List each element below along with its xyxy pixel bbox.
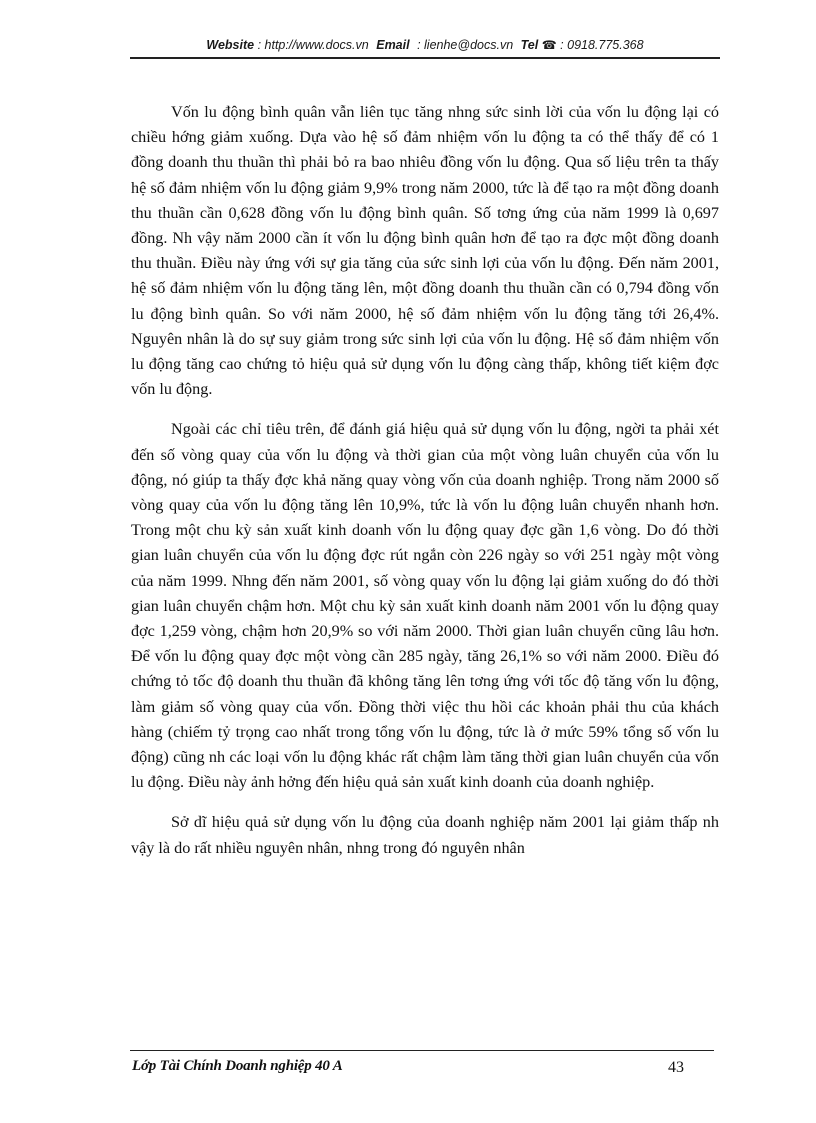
website-label: Website xyxy=(206,38,255,52)
website-value: : http://www.docs.vn xyxy=(257,38,369,52)
page-header xyxy=(130,38,720,59)
tel-value: : 0918.775.368 xyxy=(560,38,644,52)
email-value: : lienhe@docs.vn xyxy=(417,38,514,52)
email-label: Email xyxy=(376,38,410,52)
paragraph-3: Sở dĩ hiệu quả sử dụng vốn lu động của doanh nghiệp năm 2001 lại giảm thấp nh vậy là do rất nhiều nguyên nhân, nhng trong đó nguyên nhân xyxy=(131,813,719,857)
page-number: 43 xyxy=(668,1059,684,1076)
footer-divider xyxy=(130,1050,714,1051)
document-body xyxy=(131,100,719,876)
phone-icon: ☎ xyxy=(541,38,557,52)
paragraph-2: Ngoài các chỉ tiêu trên, để đánh giá hiệu quả sử dụng vốn lu động, ngời ta phải xét đến số vòng quay của vốn lu động và thời gian của một vòng luân chuyển của vốn lu động, nó giúp ta thấy đợc khả năng quay vòng vốn của doanh nghiệp. Trong năm 2000 số vòng quay của vốn lu động tăng lên 10,9%, tức là vốn lu động luân chuyển nhanh hơn. Trong một chu kỳ sản xuất kinh doanh vốn lu động quay đợc gần 1,6 vòng. Do đó thời gian luân chuyển của vốn lu động đợc rút ngắn còn 226 ngày so với 251 ngày một vòng của năm 1999. Nhng đến năm 2001, số vòng quay vốn lu động lại giảm xuống do đó thời gian luân chuyển chậm hơn. Một chu kỳ sản xuất kinh doanh năm 2001 vốn lu động quay đợc 1,259 vòng, chậm hơn 20,9% so với năm 2000. Thời gian luân chuyển cũng lâu hơn. Để vốn lu động quay đợc một vòng cần 285 ngày, tăng 26,1% so với năm 2000. Điều đó chứng tỏ tốc độ doanh thu thuần đã không tăng lên tơng ứng với tốc độ tăng vốn lu động, làm giảm số vòng quay của vốn. Đồng thời việc thu hồi các khoản phải thu của khách hàng (chiếm tỷ trọng cao nhất trong tổng vốn lu động, tức là ở mức 59% tổng số vốn lu động) cũng nh các loại vốn lu động khác rất chậm làm tăng thời gian luân chuyển của vốn lu động. Điều này ảnh hởng đến hiệu quả sản xuất kinh doanh của doanh nghiệp. xyxy=(131,420,719,792)
tel-label: Tel xyxy=(520,38,539,52)
footer-class-name: Lớp Tài Chính Doanh nghiệp 40 A xyxy=(132,1058,343,1074)
paragraph-1: Vốn lu động bình quân vẫn liên tục tăng nhng sức sinh lời của vốn lu động lại có chiều hớng giảm xuống. Dựa vào hệ số đảm nhiệm vốn lu động ta có thể thấy để có 1 đồng doanh thu thuần thì phải bỏ ra bao nhiêu đồng vốn lu động. Qua số liệu trên ta thấy hệ số đảm nhiệm vốn lu động giảm 9,9% trong năm 2000, tức là để tạo ra một đồng doanh thu thuần cần 0,628 đồng vốn lu động bình quân. Số tơng ứng của năm 1999 là 0,697 đồng. Nh vậy năm 2000 cần ít vốn lu động bình quân hơn để tạo ra đợc một đồng doanh thu thuần. Điều này ứng với sự gia tăng của sức sinh lợi của vốn lu động. Đến năm 2001, hệ số đảm nhiệm vốn lu động tăng lên, một đồng doanh thu thuần cần có 0,794 đồng vốn lu động bình quân. So với năm 2000, hệ số đảm nhiệm vốn lu động tăng tới 26,4%. Nguyên nhân là do sự suy giảm trong sức sinh lợi của vốn lu động. Hệ số đảm nhiệm vốn lu động tăng cao chứng tỏ hiệu quả sử dụng vốn lu động càng thấp, không tiết kiệm đợc vốn lu động. xyxy=(131,103,719,399)
